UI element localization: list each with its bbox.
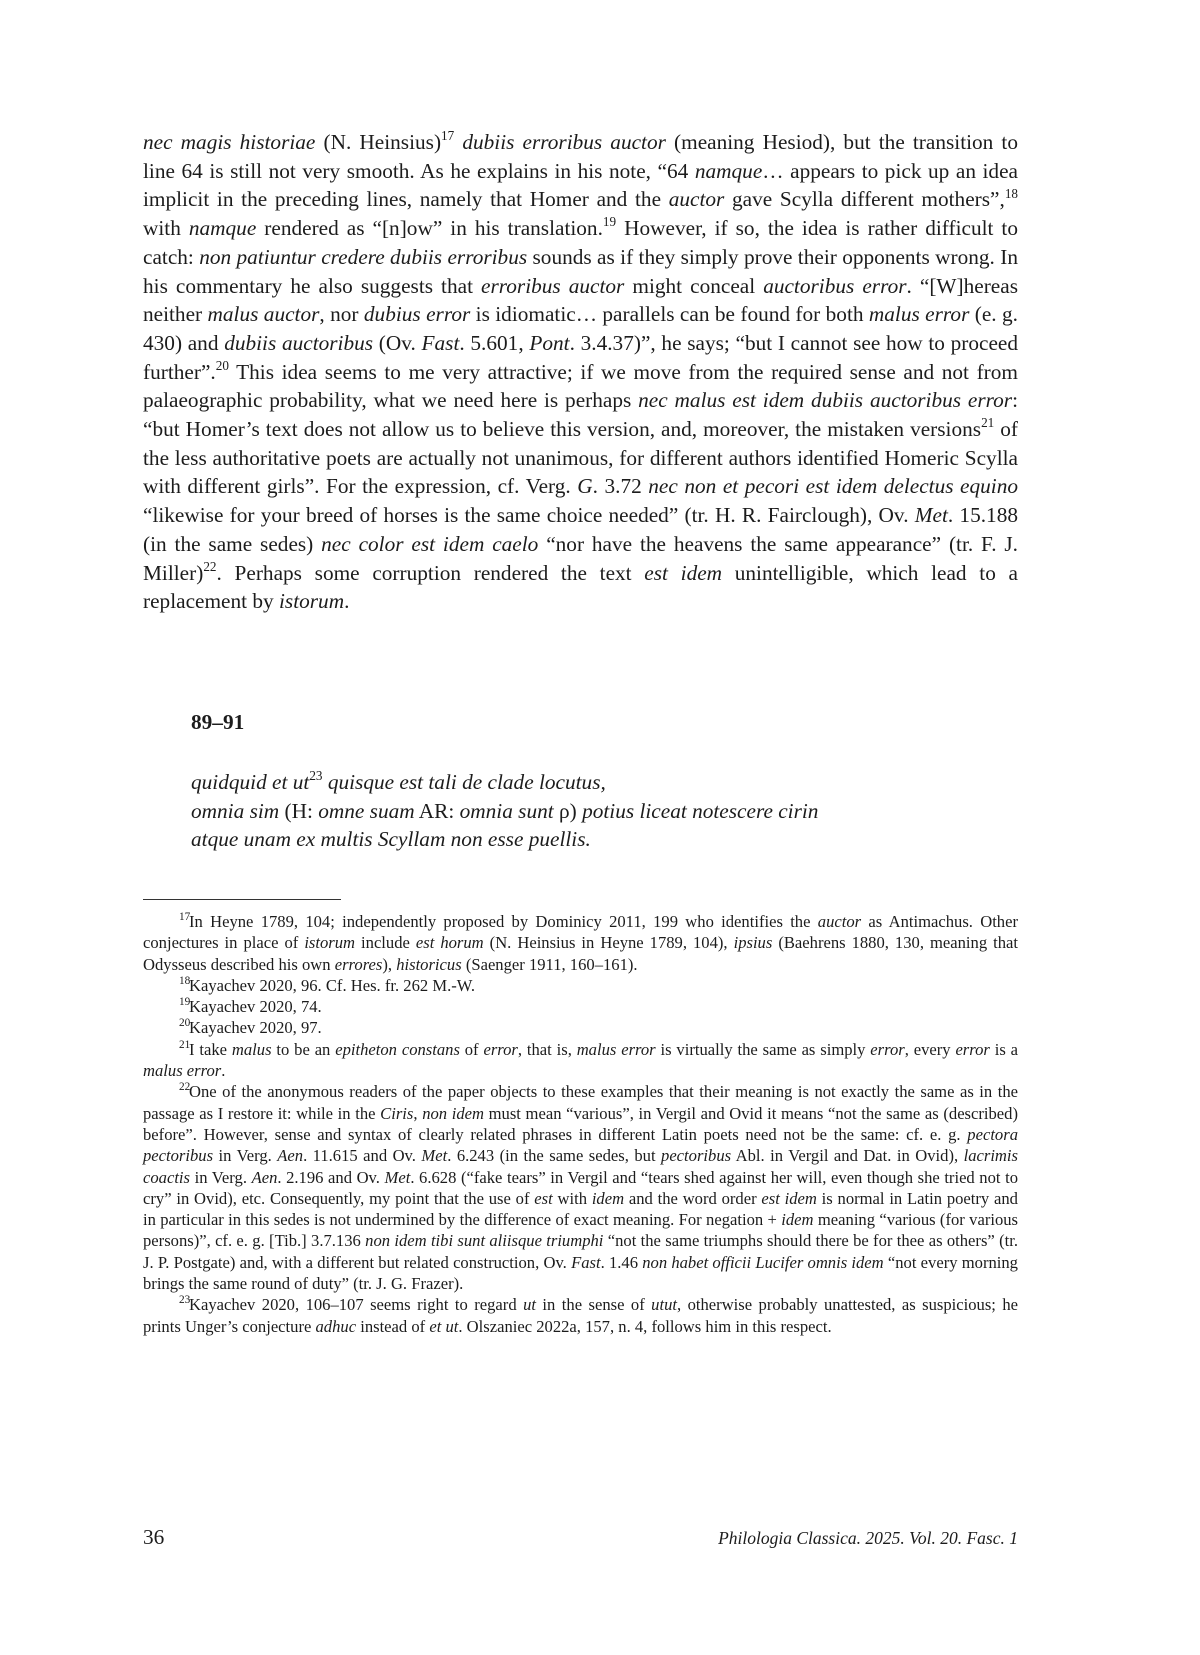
text-run: . 2.196 and Ov. bbox=[277, 1167, 385, 1187]
text-run: instead of bbox=[356, 1316, 430, 1336]
text-run: pectoribus bbox=[661, 1146, 732, 1166]
text-run: “likewise for your breed of horses is the same choice needed” (tr. H. R. Fairclough), Ov. bbox=[143, 503, 915, 528]
text-run: Kayachev 2020, 106–107 seems right to regard bbox=[189, 1295, 524, 1315]
footnote-ref: 23 bbox=[309, 768, 323, 784]
text-run: non idem tibi sunt aliisque triumphi bbox=[365, 1231, 604, 1251]
text-run: in Verg. bbox=[213, 1146, 278, 1166]
text-run: with bbox=[552, 1188, 592, 1208]
text-run: Fast bbox=[571, 1252, 601, 1272]
text-run: error bbox=[483, 1039, 518, 1059]
text-run: quisque est tali de clade locutus, bbox=[322, 770, 606, 794]
text-run: I take bbox=[189, 1039, 232, 1059]
text-run: . Olszaniec 2022a, 157, n. 4, follows him in this respect. bbox=[458, 1316, 832, 1336]
footnote bbox=[143, 1017, 1018, 1038]
text-run: ut bbox=[523, 1295, 536, 1315]
footnotes bbox=[143, 911, 1018, 1337]
text-run: non idem bbox=[422, 1103, 484, 1123]
text-run: Fast bbox=[421, 330, 460, 355]
footnote bbox=[143, 975, 1018, 996]
text-run: in Verg. bbox=[190, 1167, 252, 1187]
text-run: (N. Heinsius in Heyne 1789, 104), bbox=[483, 933, 734, 953]
text-run: errores bbox=[334, 954, 383, 974]
text-run: nec color est idem caelo bbox=[321, 531, 539, 556]
text-run: Met bbox=[914, 503, 948, 528]
text-run: error bbox=[955, 1039, 990, 1059]
footnote-text bbox=[143, 1295, 1018, 1335]
footnote bbox=[143, 1294, 1018, 1337]
text-run: (Baehrens 1880, 130, meaning that Odysseus described his own bbox=[143, 933, 1019, 974]
text-run: utut bbox=[651, 1295, 677, 1315]
verse-quotation bbox=[191, 768, 818, 854]
text-run: et ut bbox=[429, 1316, 459, 1336]
text-run: est horum bbox=[415, 933, 484, 953]
text-run: est idem bbox=[644, 560, 723, 585]
text-run: to be an bbox=[271, 1039, 336, 1059]
text-run: auctor bbox=[668, 187, 725, 212]
text-run: malus error bbox=[143, 1061, 222, 1081]
text-run: Kayachev 2020, 97. bbox=[189, 1018, 322, 1038]
text-run: Ciris bbox=[380, 1103, 414, 1123]
text-run: nec malus est idem dubiis auctoribus error bbox=[638, 388, 1013, 413]
text-run: historicus bbox=[396, 954, 462, 974]
journal-reference: Philologia Classica. 2025. Vol. 20. Fasc. 1 bbox=[718, 1528, 1018, 1548]
text-run: namque bbox=[188, 216, 257, 241]
text-run: idem bbox=[591, 1188, 625, 1208]
text-run: potius liceat notescere cirin bbox=[582, 798, 819, 823]
text-run: non habet officii Lucifer omnis idem bbox=[642, 1252, 884, 1272]
footnote-number: 17 bbox=[179, 911, 191, 923]
text-run: pectora pectoribus bbox=[143, 1124, 1018, 1166]
text-run: unintelligible, which lead to a replacement by bbox=[143, 560, 1018, 614]
footnote-number: 20 bbox=[179, 1017, 191, 1030]
text-run: is a bbox=[989, 1039, 1019, 1059]
footnote bbox=[143, 1039, 1018, 1082]
text-run: In Heyne 1789, 104; independently proposed by Dominicy 2011, 199 who identifies the bbox=[189, 912, 818, 931]
footnote-number: 19 bbox=[179, 996, 191, 1009]
main-paragraph bbox=[143, 128, 1018, 616]
text-run: ), bbox=[382, 954, 397, 974]
text-run: dubius error bbox=[363, 302, 471, 327]
text-run: Abl. in Vergil and Dat. in Ovid), bbox=[731, 1146, 964, 1166]
text-run: malus bbox=[231, 1039, 272, 1059]
page bbox=[143, 128, 1019, 1336]
text-run: . 6.628 (“fake tears” in Vergil and “tears shed against her will, even though she tried not to cry” in Ovid), etc. Consequently, my point that the use of bbox=[143, 1167, 1019, 1208]
footnote bbox=[143, 996, 1018, 1017]
text-run: and the word order bbox=[624, 1188, 762, 1208]
text-run: “not the same triumphs should there be for thee as others” (tr. J. P. Postgate) and, with a different but related construction, Ov. bbox=[143, 1231, 1018, 1272]
text-run: istorum bbox=[279, 589, 345, 614]
text-run: (meaning Hesiod), but the transition to line 64 is still not very smooth. As he explains in his note, “64 bbox=[143, 130, 1019, 183]
text-run: error bbox=[870, 1039, 905, 1059]
footnote bbox=[143, 1081, 1018, 1294]
footnote-number: 23 bbox=[179, 1294, 191, 1307]
text-run: “not every morning brings the same round of duty” (tr. J. G. Frazer). bbox=[143, 1252, 1018, 1294]
text-run: nec non et pecori est idem delectus equino bbox=[648, 474, 1018, 499]
text-run: . bbox=[344, 589, 350, 614]
text-run: est idem bbox=[761, 1188, 817, 1208]
text-run: meaning “various (for various persons)”, cf. e. g. [Tib.] 3.7.136 bbox=[143, 1210, 1019, 1251]
footnote-text bbox=[189, 1018, 322, 1037]
text-run: in the sense of bbox=[535, 1295, 652, 1315]
text-run: malus auctor bbox=[207, 302, 320, 327]
text-run: Kayachev 2020, 74. bbox=[189, 997, 322, 1017]
footnote-ref: 22 bbox=[203, 558, 217, 574]
text-run: . 3.4.37)”, he says; “but I cannot see how to proceed further”. bbox=[143, 330, 1019, 384]
text-run: , nor bbox=[319, 302, 364, 327]
footnote bbox=[143, 911, 1018, 975]
verse-line bbox=[191, 768, 818, 797]
text-run: AR: bbox=[414, 798, 460, 823]
footnote-number: 18 bbox=[179, 974, 191, 987]
text-run: is idiomatic… parallels can be found for both bbox=[470, 302, 869, 327]
text-run: dubiis erroribus auctor bbox=[454, 130, 666, 154]
text-run: with bbox=[143, 216, 189, 241]
footnote-ref: 18 bbox=[1004, 185, 1018, 201]
page-footer bbox=[143, 1525, 1018, 1555]
footnote-text bbox=[189, 997, 322, 1016]
text-run: idem bbox=[781, 1210, 814, 1230]
text-run: rendered as “[n]ow” in his translation. bbox=[256, 216, 603, 241]
text-run: . 15.188 (in the same sedes) bbox=[143, 503, 1018, 556]
text-run: , otherwise probably unattested, as suspicious; he prints Unger’s conjecture bbox=[143, 1295, 1018, 1336]
section-heading: 89–91 bbox=[191, 710, 245, 734]
text-run: : “but Homer’s text does not allow us to believe this version, and, moreover, the mistaken versions bbox=[143, 388, 1018, 442]
text-run: One of the anonymous readers of the paper objects to these examples that their meaning is not exactly the same as in the passage as I restore it: while in the bbox=[143, 1082, 1018, 1123]
text-run: . Perhaps some corruption rendered the text bbox=[216, 560, 645, 585]
text-run: gave Scylla different mothers”, bbox=[724, 187, 1005, 212]
text-run: , that is, bbox=[517, 1039, 577, 1059]
text-run: erroribus auctor bbox=[481, 273, 625, 298]
footnote-number: 21 bbox=[179, 1038, 191, 1051]
text-run: G bbox=[577, 474, 593, 499]
text-run: adhuc bbox=[315, 1316, 357, 1336]
text-run: nec magis historiae bbox=[143, 130, 316, 154]
text-run: … appears to pick up an idea implicit in the preceding lines, namely that Homer and the bbox=[143, 158, 1018, 212]
text-run: (H: bbox=[279, 798, 319, 823]
footnote-ref: 20 bbox=[215, 357, 229, 373]
footnote-text bbox=[189, 976, 475, 995]
text-run: malus error bbox=[868, 302, 970, 327]
text-run: lacrimis coactis bbox=[143, 1146, 1018, 1187]
text-run: might conceal bbox=[624, 273, 764, 298]
text-run: Pont bbox=[529, 330, 570, 355]
text-run: This idea seems to me very attractive; if we move from the required sense and not from palaeographic probability, what we need here is perhaps bbox=[143, 359, 1018, 413]
text-run: auctoribus error bbox=[763, 273, 907, 298]
footnote-ref: 19 bbox=[602, 214, 617, 230]
footnote-number: 22 bbox=[179, 1081, 191, 1094]
text-run: Aen bbox=[251, 1167, 278, 1187]
text-run: is normal in Latin poetry and in particular in this sedes is not undermined by the difference of exact meaning. For negation + bbox=[143, 1188, 1018, 1230]
text-run: . bbox=[221, 1061, 226, 1081]
text-run: include bbox=[355, 933, 416, 953]
footnote-text bbox=[143, 1082, 1018, 1293]
text-run: Met bbox=[421, 1146, 448, 1166]
text-run: est bbox=[534, 1188, 553, 1208]
text-run: omnia sunt bbox=[459, 798, 554, 823]
text-run: dubiis auctoribus bbox=[224, 330, 374, 355]
text-run: is virtually the same as simply bbox=[655, 1039, 871, 1059]
text-run: . 5.601, bbox=[459, 330, 530, 355]
footnote-ref: 17 bbox=[441, 128, 455, 144]
text-run: , every bbox=[904, 1039, 956, 1059]
text-run: quidquid et ut bbox=[191, 770, 310, 794]
footnote-text bbox=[143, 912, 1018, 974]
text-run: “nor have the heavens the same appearance” (tr. F. J. Miller) bbox=[143, 531, 1019, 585]
text-run: auctor bbox=[817, 912, 862, 931]
verse-line bbox=[191, 797, 818, 826]
text-run: . 11.615 and Ov. bbox=[303, 1146, 422, 1166]
verse-line bbox=[191, 825, 818, 854]
text-run: istorum bbox=[304, 933, 356, 953]
footnote-ref: 21 bbox=[981, 415, 995, 431]
text-run: epitheton constans bbox=[335, 1039, 460, 1059]
text-run: . 1.46 bbox=[600, 1252, 643, 1272]
text-run: ρ) bbox=[553, 798, 583, 823]
text-run: omnia sim bbox=[191, 798, 280, 823]
text-run: (Saenger 1911, 160–161). bbox=[461, 954, 638, 974]
text-run: non patiuntur credere dubiis erroribus bbox=[199, 244, 528, 269]
text-run: (e. g. 430) and bbox=[143, 302, 1018, 355]
text-run: malus error bbox=[576, 1039, 656, 1059]
text-run: of bbox=[459, 1039, 484, 1059]
page-number: 36 bbox=[143, 1525, 165, 1549]
text-run: ipsius bbox=[733, 933, 773, 953]
text-run: . 6.243 (in the same sedes, but bbox=[447, 1146, 662, 1166]
text-run: as Antimachus. Other conjectures in place of bbox=[143, 912, 1018, 953]
text-run: must mean “various”, in Vergil and Ovid it means “not the same as (described) before”. However, sense and syntax of clearly related phrases in different Latin poets need not be the same: cf. e. g. bbox=[143, 1103, 1018, 1144]
text-run: Met bbox=[384, 1167, 411, 1187]
text-run: Aen bbox=[277, 1146, 304, 1166]
text-run: (Ov. bbox=[373, 330, 422, 355]
text-run: . “[W]hereas neither bbox=[143, 273, 1018, 327]
text-run: omne suam bbox=[318, 798, 415, 823]
text-run: of the less authoritative poets are actually not unanimous, for different authors identified Homeric Scylla with different girls”. For the expression, cf. Verg. bbox=[143, 417, 1018, 499]
text-run: . 3.72 bbox=[592, 474, 649, 499]
text-run: atque unam ex multis Scyllam non esse puellis. bbox=[191, 827, 591, 852]
footnote-text bbox=[143, 1040, 1018, 1080]
text-run: , bbox=[413, 1103, 423, 1123]
footnote-rule bbox=[143, 899, 341, 900]
text-run: sounds as if they simply prove their opponents wrong. In his commentary he also suggests that bbox=[143, 244, 1018, 298]
text-run: Kayachev 2020, 96. Cf. Hes. fr. 262 M.-W. bbox=[189, 975, 476, 995]
text-run: namque bbox=[694, 158, 763, 183]
text-run: However, if so, the idea is rather difficult to catch: bbox=[143, 216, 1018, 269]
text-run: (N. Heinsius) bbox=[315, 130, 442, 154]
